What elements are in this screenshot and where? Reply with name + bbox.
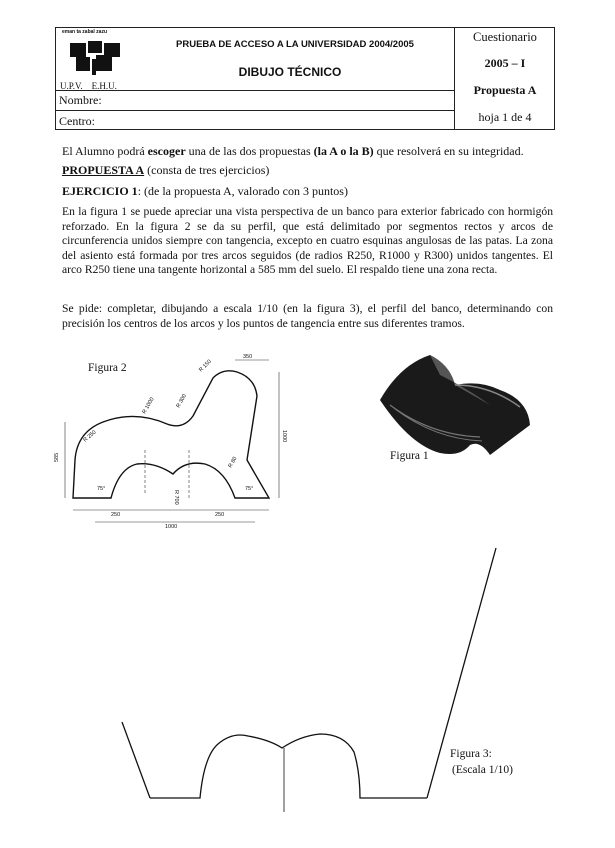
- svg-text:R 150: R 150: [198, 358, 213, 374]
- logo-emblem-icon: [66, 37, 126, 77]
- name-label: Nombre:: [59, 93, 102, 107]
- svg-text:R 80: R 80: [227, 455, 239, 469]
- subject-title: DIBUJO TÉCNICO: [238, 65, 342, 79]
- year-code: 2005 – I: [484, 56, 526, 70]
- svg-text:75°: 75°: [97, 486, 106, 492]
- logo-caption: U.P.V. E.H.U.: [60, 81, 117, 91]
- svg-text:250: 250: [111, 512, 121, 518]
- svg-text:1000: 1000: [281, 430, 287, 443]
- proposal-label: Propuesta A: [473, 83, 537, 97]
- svg-text:585: 585: [54, 452, 60, 462]
- page-number: hoja 1 de 4: [478, 110, 532, 124]
- figure3-drawing-area: [0, 540, 615, 848]
- intro-line: El Alumno podrá escoger una de las dos propuestas (la A o la B) que resolverá en su integridad.: [62, 144, 524, 158]
- center-label: Centro:: [59, 114, 95, 128]
- header-divider: [55, 110, 455, 111]
- svg-text:R 1000: R 1000: [141, 396, 156, 415]
- proposal-heading-line: PROPUESTA A (consta de tres ejercicios): [62, 163, 270, 177]
- figure2-label: Figura 2: [88, 362, 127, 374]
- exercise-task: Se pide: completar, dibujando a escala 1/10 (en la figura 3), el perfil del banco, determinando con precisión los centros de los arcos y los puntos de tangencia entre sus diferentes tramos.: [62, 302, 553, 330]
- exercise-heading-line: EJERCICIO 1: (de la propuesta A, valorado con 3 puntos): [62, 184, 348, 198]
- svg-text:R 700: R 700: [173, 490, 179, 505]
- svg-text:R 300: R 300: [175, 393, 189, 409]
- exercise-statement: En la figura 1 se puede apreciar una vista perspectiva de un banco para exterior fabricado con hormigón reforzado. En la figura 2 se da su perfil, que está delimitado por segmentos rectos y arcos de circunferencia unidos siempre con tangencia, excepto en cuatro esquinas angulosas de las patas. La zona del asiento está formada por tres arcos seguidos (de radios R250, R1000 y R300) unidos tangentes. El arco R250 tiene una tangente horizontal a 585 mm del suelo. El respaldo tiene una zona recta.: [62, 205, 553, 277]
- university-logo: eman ta zabal zazu U.P.V. E.H.U.: [60, 29, 132, 91]
- figure3-label: Figura 3:: [450, 748, 492, 760]
- figure3-scale: (Escala 1/10): [452, 764, 513, 776]
- figure1-label: Figura 1: [390, 450, 429, 462]
- svg-text:R 250: R 250: [82, 429, 98, 444]
- svg-text:250: 250: [215, 512, 225, 518]
- exam-title: PRUEBA DE ACCESO A LA UNIVERSIDAD 2004/2005: [176, 39, 414, 50]
- figure1-bench-perspective: [370, 345, 540, 465]
- svg-text:350: 350: [243, 354, 253, 360]
- svg-text:1000: 1000: [165, 524, 178, 530]
- questionnaire-label: Cuestionario: [473, 30, 537, 44]
- figure2-bench-profile: [55, 350, 315, 530]
- svg-text:75°: 75°: [245, 486, 254, 492]
